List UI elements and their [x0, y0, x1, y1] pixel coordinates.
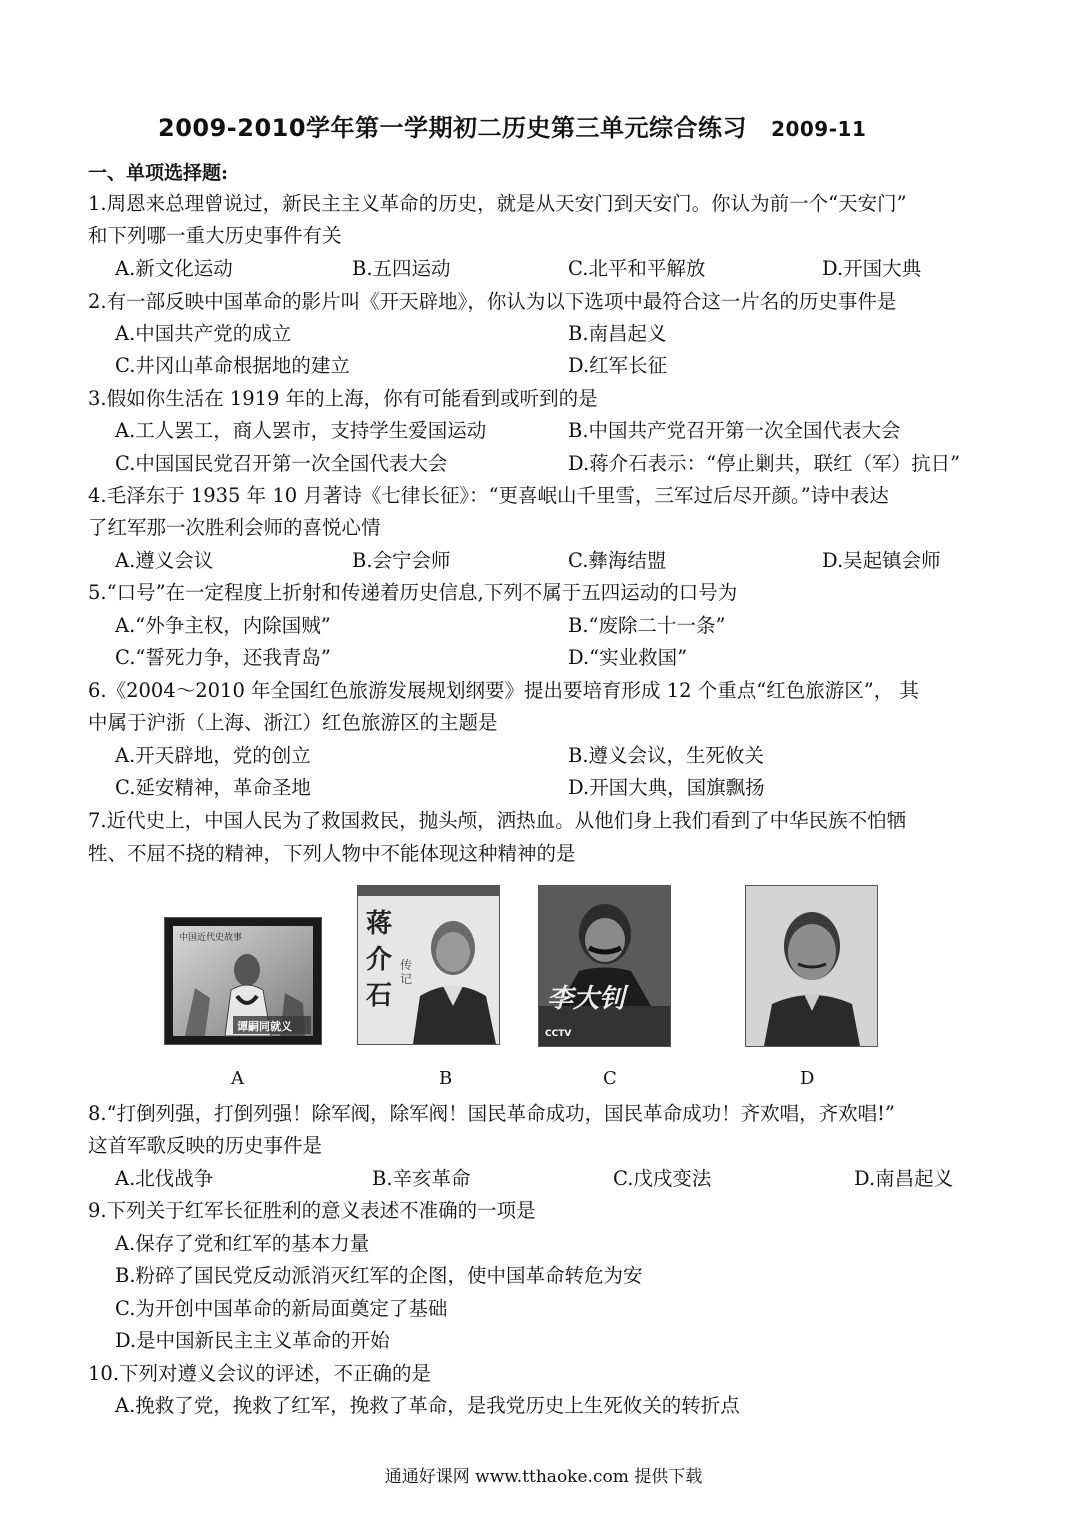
q1-option-b: B.五四运动 [352, 257, 451, 280]
page-title [158, 108, 866, 143]
q3-line1: 3.假如你生活在 1919 年的上海，你有可能看到或听到的是 [88, 387, 598, 410]
q5-option-a: A.“外争主权，内除国贼” [115, 614, 331, 637]
q6-line1: 6.《2004～2010 年全国红色旅游发展规划纲要》提出要培育形成 12 个重点“红色旅游区”， 其 [88, 679, 919, 702]
image-c [538, 885, 671, 1047]
q9-line1: 9.下列关于红军长征胜利的意义表述不准确的一项是 [88, 1199, 536, 1222]
q6-option-a: A.开天辟地，党的创立 [115, 744, 311, 767]
image-d [745, 885, 878, 1047]
q7-line2: 牲、不屈不挠的精神，下列人物中不能体现这种精神的是 [88, 842, 576, 865]
section-title: 一、单项选择题: [88, 162, 229, 184]
q4-option-d: D.吴起镇会师 [822, 549, 941, 572]
q8-option-a: A.北伐战争 [115, 1167, 214, 1190]
image-a [164, 917, 322, 1045]
q1-option-a: A.新文化运动 [115, 257, 233, 280]
q7-line1: 7.近代史上，中国人民为了救国救民，抛头颅，洒热血。从他们身上我们看到了中华民族不怕牺 [88, 809, 907, 832]
image-b-name: 蒋介石 [366, 909, 393, 1011]
q8-line2: 这首军歌反映的历史事件是 [88, 1134, 323, 1157]
q2-option-a: A.中国共产党的成立 [115, 322, 292, 345]
image-b [357, 885, 500, 1045]
q5-option-d: D.“实业救国” [568, 646, 688, 669]
q5-option-c: C.“誓死力争，还我青岛” [115, 646, 331, 669]
caption-a: A [231, 1068, 244, 1089]
caption-d: D [800, 1068, 815, 1089]
q10-line1: 10.下列对遵义会议的评述，不正确的是 [88, 1362, 432, 1385]
q9-option-a: A.保存了党和红军的基本力量 [115, 1232, 370, 1255]
title-text: 2009-2010学年第一学期初二历史第三单元综合练习 [158, 114, 748, 142]
image-a-top-text: 中国近代史故事 [179, 933, 243, 943]
q1-option-d: D.开国大典 [822, 257, 922, 280]
image-c-name: 李大钊 [547, 984, 626, 1014]
q4-option-b: B.会宁会师 [352, 549, 451, 572]
q4-line1: 4.毛泽东于 1935 年 10 月著诗《七律长征》：“更喜岷山千里雪，三军过后尽开颜。”诗中表达 [88, 484, 889, 507]
q4-option-a: A.遵义会议 [115, 549, 214, 572]
footer-text: 通通好课网 www.tthaoke.com 提供下载 [384, 1467, 703, 1487]
q3-option-d: D.蒋介石表示：“停止剿共，联红（军）抗日” [568, 452, 961, 475]
q2-option-c: C.井冈山革命根据地的建立 [115, 354, 350, 377]
q8-option-b: B.辛亥革命 [372, 1167, 471, 1190]
q2-line1: 2.有一部反映中国革命的影片叫《开天辟地》，你认为以下选项中最符合这一片名的历史事件是 [88, 290, 897, 313]
q2-option-b: B.南昌起义 [568, 322, 667, 345]
image-c-logo: CCTV [545, 1029, 572, 1039]
q10-option-a: A.挽救了党，挽救了红军，挽救了革命，是我党历史上生死攸关的转折点 [115, 1394, 740, 1417]
caption-b: B [439, 1068, 453, 1089]
q3-option-a: A.工人罢工，商人罢市，支持学生爱国运动 [115, 419, 487, 442]
q6-option-b: B.遵义会议，生死攸关 [568, 744, 765, 767]
image-c-graphic [539, 886, 670, 1046]
q1-option-c: C.北平和平解放 [568, 257, 706, 280]
q9-option-d: D.是中国新民主主义革命的开始 [115, 1329, 390, 1352]
q2-option-d: D.红军长征 [568, 354, 668, 377]
image-b-sub: 传记 [400, 958, 413, 986]
image-a-bottom-text: 谭嗣同就义 [237, 1020, 292, 1033]
q1-line1: 1.周恩来总理曾说过，新民主主义革命的历史，就是从天安门到天安门。你认为前一个“天安门” [88, 192, 907, 215]
q1-line2: 和下列哪一重大历史事件有关 [88, 224, 342, 247]
q5-option-b: B.“废除二十一条” [568, 614, 726, 637]
q5-line1: 5.“口号”在一定程度上折射和传递着历史信息,下列不属于五四运动的口号为 [88, 581, 738, 604]
q8-line1: 8.“打倒列强，打倒列强！除军阀，除军阀！国民革命成功，国民革命成功！齐欢唱，齐欢唱!” [88, 1102, 895, 1125]
q4-option-c: C.彝海结盟 [568, 549, 667, 572]
q3-option-c: C.中国国民党召开第一次全国代表大会 [115, 452, 448, 475]
caption-c: C [603, 1068, 617, 1089]
q8-option-c: C.戊戌变法 [613, 1167, 712, 1190]
q6-option-c: C.延安精神，革命圣地 [115, 776, 311, 799]
title-date: 2009-11 [771, 117, 867, 141]
q6-line2: 中属于沪浙（上海、浙江）红色旅游区的主题是 [88, 711, 498, 734]
q9-option-b: B.粉碎了国民党反动派消灭红军的企图，使中国革命转危为安 [115, 1264, 643, 1287]
q6-option-d: D.开国大典，国旗飘扬 [568, 776, 765, 799]
q9-option-c: C.为开创中国革命的新局面奠定了基础 [115, 1297, 448, 1320]
image-d-graphic [746, 886, 877, 1046]
q3-option-b: B.中国共产党召开第一次全国代表大会 [568, 419, 901, 442]
q8-option-d: D.南昌起义 [854, 1167, 954, 1190]
q4-line2: 了红军那一次胜利会师的喜悦心情 [88, 516, 381, 539]
